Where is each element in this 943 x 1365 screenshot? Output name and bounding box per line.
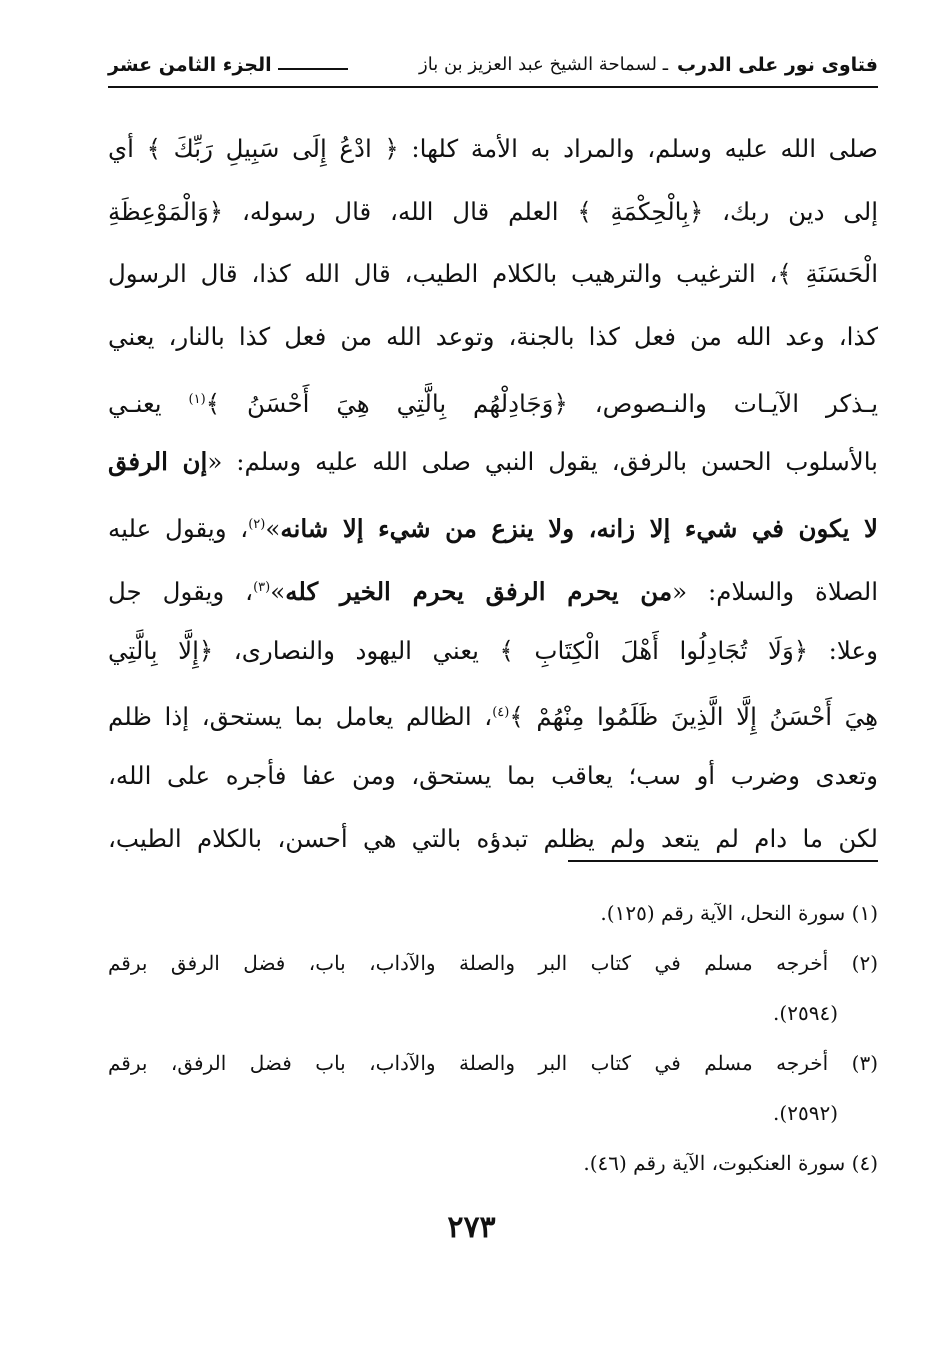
text-line — [108, 118, 878, 181]
text-line — [108, 243, 878, 306]
footnote-separator — [568, 860, 878, 862]
footnote-item — [108, 1040, 878, 1140]
footnote-line: (٢٥٩٢). — [773, 1101, 838, 1125]
text-segment: وعلا: — [808, 635, 878, 665]
quran-verse: الْحَسَنَةِ ﴾ — [777, 259, 878, 289]
header-book-title: فتاوى نور على الدرب — [677, 54, 878, 76]
footnote-line: (٣) أخرجه مسلم في كتاب البر والصلة والآداب، باب فضل الرفق، برقم — [108, 1051, 878, 1075]
text-line — [108, 745, 878, 808]
text-segment: لكن ما دام لم يتعد ولم يظلم تبدؤه بالتي هي أحسن، بالكلام الطيب، — [108, 823, 878, 853]
header-rule — [278, 68, 348, 70]
footnote-ref: (٢) — [248, 517, 266, 533]
text-segment: » — [265, 514, 281, 544]
quran-verse: ﴿إِلَّا بِالَّتِي — [108, 635, 214, 665]
quran-verse: ﴿وَجَادِلْهُم بِالَّتِي هِيَ أَحْسَنُ ﴾ — [205, 388, 568, 418]
footnote-line: (٢٥٩٤). — [773, 1001, 838, 1025]
hadith-text: إن الرفق — [108, 447, 208, 477]
text-segment: الصلاة والسلام: « — [672, 576, 878, 606]
quran-verse: ﴿بِالْحِكْمَةِ ﴾ — [577, 196, 704, 226]
text-segment: يـذكر الآيـات والنـصوص، — [567, 388, 878, 418]
text-line — [108, 306, 878, 369]
running-header — [108, 46, 878, 88]
footnote-ref: (٤) — [492, 705, 510, 721]
text-segment: أي — [108, 134, 147, 163]
quran-verse: ﴿ ادْعُ إِلَى سَبِيلِ رَبِّكَ ﴾ — [146, 134, 399, 163]
footnote-line: (٤) سورة العنكبوت، الآية رقم (٤٦). — [583, 1151, 878, 1175]
text-segment: وتعدى وضرب أو سب؛ يعاقب بما يستحق، ومن عفا فأجره على الله، — [108, 760, 878, 790]
text-line — [108, 431, 878, 494]
text-segment: يعني اليهود والنصارى، — [213, 635, 500, 665]
hadith-text: من يحرم الرفق يحرم الخير كله — [285, 576, 673, 606]
footnotes — [108, 890, 878, 1190]
footnote-item — [108, 940, 878, 1040]
main-text — [108, 118, 878, 870]
quran-verse: ﴿وَالْمَوْعِظَةِ — [108, 196, 224, 226]
hadith-text: لا يكون في شيء إلا زانه، ولا ينزع من شيء إلا شانه — [280, 514, 878, 544]
text-segment: العلم قال الله، قال رسوله، — [223, 196, 578, 226]
text-segment: » — [270, 576, 286, 606]
header-volume: الجزء الثامن عشر — [108, 54, 272, 76]
text-segment: يعنـي — [108, 388, 189, 418]
footnote-item — [108, 890, 878, 940]
text-line — [108, 494, 878, 557]
text-line — [108, 181, 878, 244]
quran-verse: ﴿وَلَا تُجَادِلُوا أَهْلَ الْكِتَابِ ﴾ — [499, 635, 809, 665]
text-segment: صلى الله عليه وسلم، والمراد به الأمة كلها: — [398, 134, 878, 163]
footnote-ref: (٣) — [253, 579, 271, 595]
text-segment: ، الترغيب والترهيب بالكلام الطيب، قال الله كذا، قال الرسول — [108, 259, 778, 289]
page-number: ٢٧٣ — [447, 1210, 496, 1245]
text-line — [108, 369, 878, 432]
text-segment: ، ويقول عليه — [108, 514, 249, 544]
quran-verse: هِيَ أَحْسَنُ إِلَّا الَّذِينَ ظَلَمُوا مِنْهُمْ ﴾ — [509, 702, 878, 732]
text-segment: ، ويقول جل — [108, 576, 254, 606]
text-line — [108, 682, 878, 745]
footnote-ref: (١) — [188, 391, 206, 407]
text-segment: إلى دين ربك، — [703, 196, 878, 226]
footnote-line: (١) سورة النحل، الآية رقم (١٢٥). — [600, 901, 878, 925]
footnote-item — [108, 1140, 878, 1190]
text-segment: كذا، وعد الله من فعل كذا بالجنة، وتوعد الله من فعل كذا بالنار، يعني — [108, 322, 878, 352]
text-segment: ، الظالم يعامل بما يستحق، إذا ظلم — [108, 702, 493, 732]
text-line — [108, 557, 878, 620]
footnote-line: (٢) أخرجه مسلم في كتاب البر والصلة والآداب، باب، فضل الرفق برقم — [108, 951, 878, 975]
text-line — [108, 620, 878, 683]
text-segment: بالأسلوب الحسن بالرفق، يقول النبي صلى الله عليه وسلم: « — [207, 447, 878, 477]
header-author: ـ لسماحة الشيخ عبد العزيز بن باز — [419, 54, 668, 75]
